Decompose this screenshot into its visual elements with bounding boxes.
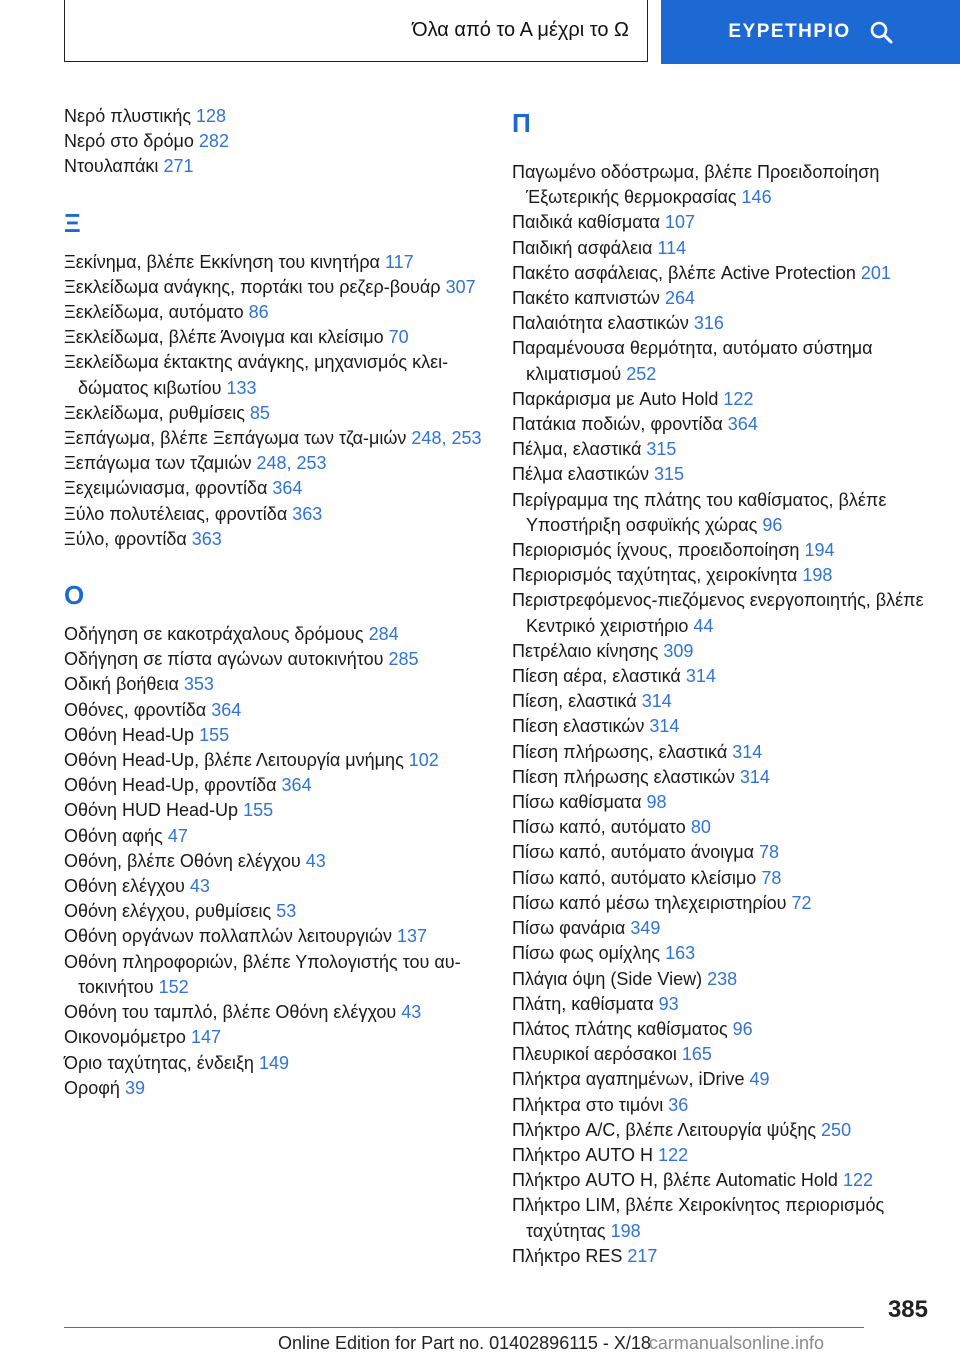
index-entry	[64, 824, 484, 849]
entry-text: Πλάτος πλάτης καθίσματος	[512, 1018, 728, 1039]
page-link[interactable]: 114	[657, 237, 687, 258]
page-link[interactable]: 363	[191, 528, 222, 549]
page-link[interactable]: 72	[791, 892, 812, 913]
index-entry	[512, 1093, 932, 1118]
entry-text: Οικονομόμετρο	[64, 1027, 186, 1048]
page-link[interactable]: 117	[384, 251, 414, 272]
index-entry	[64, 275, 484, 300]
page-number: 385	[887, 1296, 928, 1323]
page-link[interactable]: 43	[189, 876, 210, 897]
entry-text: Πίεση αέρα, ελαστικά	[512, 666, 681, 687]
page-link[interactable]: 122	[723, 388, 754, 409]
page-link[interactable]: 98	[646, 792, 667, 813]
entry-text: Πλήκτρα αγαπημένων, iDrive	[512, 1069, 745, 1090]
index-entry	[64, 300, 484, 325]
entry-text: Ξεκίνημα, βλέπε Εκκίνηση του κινητήρα	[64, 251, 380, 272]
page-link[interactable]: 155	[243, 800, 274, 821]
entry-text: Ξεχειμώνιασμα, φροντίδα	[64, 478, 268, 499]
section-letter: Ο	[64, 580, 85, 611]
entry-text: Παραμένουσα θερμότητα, αυτόματο σύστημα κλιματισμού	[512, 338, 873, 384]
page-link[interactable]: 314	[641, 691, 672, 712]
page-link[interactable]: 78	[761, 867, 782, 888]
entry-text: Πλήκτρο RES	[512, 1245, 623, 1266]
entry-text: Οθόνη Head-Up, φροντίδα	[64, 775, 277, 796]
entry-text: Πέλμα, ελαστικά	[512, 439, 642, 460]
entry-text: Πίεση πλήρωσης ελαστικών	[512, 766, 735, 787]
entry-text: Πίεση ελαστικών	[512, 716, 645, 737]
page-link[interactable]: 44	[693, 615, 714, 636]
entry-text: Νερό πλυστικής	[64, 106, 192, 126]
index-entry	[64, 527, 484, 552]
index-entry	[512, 538, 932, 563]
index-entry	[64, 698, 484, 723]
index-entry	[64, 1000, 484, 1025]
entry-text: Νερό στο δρόμο	[64, 131, 194, 152]
index-entry	[64, 426, 484, 451]
index-entry	[64, 154, 484, 179]
entry-text: Ξεπάγωμα των τζαμιών	[64, 453, 252, 474]
page-link[interactable]: 198	[610, 1220, 641, 1241]
page-link[interactable]: 93	[658, 993, 679, 1014]
index-entry	[64, 104, 484, 129]
page-link[interactable]: 282	[198, 131, 229, 152]
index-entry	[64, 250, 484, 275]
index-entry	[512, 336, 932, 386]
page-link[interactable]: 122	[842, 1170, 873, 1191]
index-entry	[512, 1067, 932, 1092]
entry-text: Ξύλο, φροντίδα	[64, 528, 187, 549]
entry-text: Ξύλο πολυτέλειας, φροντίδα	[64, 503, 288, 524]
footer-divider	[64, 1327, 864, 1328]
index-column-left	[64, 104, 484, 1101]
index-entry	[512, 815, 932, 840]
entry-text: Οθόνη ελέγχου, ρυθμίσεις	[64, 901, 272, 922]
edition-text: Online Edition for Part no. 01402896115 - X/18	[278, 1333, 651, 1353]
index-entry	[64, 849, 484, 874]
footer-edition	[278, 1333, 824, 1354]
page-link[interactable]: 53	[276, 901, 297, 922]
page-link[interactable]: 137	[396, 926, 427, 947]
index-entry	[512, 689, 932, 714]
index-entry	[64, 899, 484, 924]
page-link[interactable]: 78	[759, 842, 780, 863]
entry-text: Πίσω καπό, αυτόματο κλείσιμο	[512, 867, 757, 888]
index-entry	[64, 476, 484, 501]
entry-text: Ξεκλείδωμα ανάγκης, πορτάκι του ρεζερ-βουάρ	[64, 276, 441, 297]
entry-text: Περιορισμός ταχύτητας, χειροκίνητα	[512, 565, 798, 586]
index-entry	[64, 1051, 484, 1076]
page-link[interactable]: 238	[707, 968, 738, 989]
index-entry	[64, 874, 484, 899]
index-entry	[512, 1017, 932, 1042]
entry-text: Πακέτο καπνιστών	[512, 288, 660, 309]
page-link[interactable]: 86	[248, 302, 269, 323]
search-icon	[869, 20, 893, 44]
tab-index-label: ΕΥΡΕΤΗΡΙΟ	[728, 21, 851, 42]
index-entry	[512, 866, 932, 891]
index-entry	[64, 950, 484, 1000]
index-entry	[512, 588, 932, 638]
entry-text: Οδήγηση σε κακοτράχαλους δρόμους	[64, 624, 364, 645]
index-entry	[512, 1118, 932, 1143]
page-link[interactable]: 349	[630, 918, 661, 939]
page-link[interactable]: 364	[727, 414, 758, 435]
entry-text: Πλήκτρο AUTO H, βλέπε Automatic Hold	[512, 1170, 838, 1191]
entry-text: Οθόνη, βλέπε Οθόνη ελέγχου	[64, 850, 301, 871]
page-link[interactable]: 363	[292, 503, 323, 524]
section-letter: Ξ	[64, 207, 81, 238]
page-link[interactable]: 85	[249, 402, 270, 423]
index-entry	[512, 765, 932, 790]
page-link[interactable]: 70	[388, 327, 409, 348]
page-link[interactable]: 146	[741, 187, 772, 208]
index-entry	[512, 1143, 932, 1168]
entry-text: Οθόνη HUD Head-Up	[64, 800, 239, 821]
entry-text: Ντουλαπάκι	[64, 156, 159, 177]
entry-text: Πλευρικοί αερόσακοι	[512, 1044, 677, 1065]
entry-text: Ξεκλείδωμα, βλέπε Άνοιγμα και κλείσιμο	[64, 327, 384, 348]
entry-text: Οθόνη ελέγχου	[64, 876, 185, 897]
index-entry	[512, 664, 932, 689]
page-link[interactable]: 353	[183, 674, 214, 695]
index-entry	[512, 967, 932, 992]
page-link[interactable]: 36	[668, 1094, 689, 1115]
entry-text: Παλαιότητα ελαστικών	[512, 313, 689, 334]
page-link[interactable]: 309	[663, 640, 694, 661]
page-link[interactable]: 316	[693, 313, 724, 334]
entry-text: Πλήκτρο AUTO H	[512, 1144, 654, 1165]
index-entry	[64, 672, 484, 697]
page-link[interactable]: 364	[272, 478, 303, 499]
entry-text: Περιορισμός ίχνους, προειδοποίηση	[512, 540, 800, 561]
index-entry	[512, 740, 932, 765]
index-entry	[64, 723, 484, 748]
page-link[interactable]: 201	[860, 262, 891, 283]
entry-text: Ξεπάγωμα, βλέπε Ξεπάγωμα των τζα-μιών	[64, 428, 407, 449]
page-link[interactable]: 147	[190, 1027, 222, 1048]
page-link[interactable]: 364	[281, 775, 312, 796]
entry-text: Πλάγια όψη (Side View)	[512, 968, 703, 989]
index-entry	[64, 451, 484, 476]
entry-text: Ξεκλείδωμα έκτακτης ανάγκης, μηχανισμός κλει-δώματος κιβωτίου	[64, 352, 449, 398]
entry-text: Παιδική ασφάλεια	[512, 237, 653, 258]
index-entry	[64, 129, 484, 154]
entry-text: Παρκάρισμα με Auto Hold	[512, 388, 719, 409]
index-entry	[512, 563, 932, 588]
index-entry	[64, 502, 484, 527]
page-link[interactable]: 252	[626, 363, 657, 384]
page-link[interactable]: 314	[685, 666, 716, 687]
watermark-text: carmanualsonline.info	[648, 1333, 825, 1353]
entry-text: Οθόνη Head-Up, βλέπε Λειτουργία μνήμης	[64, 750, 404, 771]
entry-text: Πίσω φως ομίχλης	[512, 943, 661, 964]
page-link[interactable]: 102	[408, 750, 439, 771]
page-link[interactable]: 198	[802, 565, 833, 586]
entry-text: Πίσω καθίσματα	[512, 792, 642, 813]
page-link[interactable]: 315	[654, 464, 685, 485]
index-entry	[64, 773, 484, 798]
page-link[interactable]: 271	[163, 156, 194, 177]
page-link[interactable]: 152	[158, 976, 189, 997]
index-entry	[64, 924, 484, 949]
index-entry	[64, 401, 484, 426]
index-entry	[512, 437, 932, 462]
index-entry	[64, 748, 484, 773]
entry-text: Οδική βοήθεια	[64, 674, 179, 695]
index-entry	[64, 622, 484, 647]
page-link[interactable]: 248, 253	[256, 453, 327, 474]
page-link[interactable]: 80	[690, 817, 711, 838]
entry-text: Περιστρεφόμενος-πιεζόμενος ενεργοποιητής, βλέπε Κεντρικό χειριστήριο	[512, 590, 924, 636]
page-link[interactable]: 364	[211, 699, 242, 720]
entry-text: Όριο ταχύτητας, ένδειξη	[64, 1052, 254, 1073]
section-letter: Π	[512, 108, 531, 138]
entry-text: Οθόνη του ταμπλό, βλέπε Οθόνη ελέγχου	[64, 1002, 397, 1023]
entry-text: Πέλμα ελαστικών	[512, 464, 650, 485]
entry-text: Πίεση πλήρωσης, ελαστικά	[512, 741, 728, 762]
index-entry	[512, 916, 932, 941]
index-entry	[512, 790, 932, 815]
page-link[interactable]: 314	[739, 766, 770, 787]
index-entry	[64, 1076, 484, 1101]
entry-text: Πλάτη, καθίσματα	[512, 993, 654, 1014]
index-entry	[512, 891, 932, 916]
page-link[interactable]: 49	[749, 1069, 770, 1090]
page-link[interactable]: 96	[762, 514, 783, 535]
index-entry	[512, 462, 932, 487]
entry-text: Οροφή	[64, 1077, 120, 1098]
page-link[interactable]: 96	[732, 1018, 753, 1039]
entry-text: Οθόνη αφής	[64, 825, 163, 846]
top-navigation	[0, 0, 960, 66]
page-link[interactable]: 122	[658, 1144, 689, 1165]
entry-text: Οδήγηση σε πίστα αγώνων αυτοκινήτου	[64, 649, 384, 670]
page-link[interactable]: 194	[804, 540, 835, 561]
entry-text: Πλήκτρο LIM, βλέπε Χειροκίνητος περιορισμός ταχύτητας	[512, 1195, 885, 1241]
page-link[interactable]: 248, 253	[411, 428, 482, 449]
entry-text: Πίσω καπό, αυτόματο άνοιγμα	[512, 842, 754, 863]
page-link[interactable]: 39	[124, 1077, 145, 1098]
page-link[interactable]: 43	[305, 850, 326, 871]
index-entry	[512, 840, 932, 865]
page-link[interactable]: 43	[401, 1002, 422, 1023]
index-entry	[512, 1168, 932, 1193]
entry-text: Πλήκτρα στο τιμόνι	[512, 1094, 664, 1115]
page-link[interactable]: 314	[649, 716, 680, 737]
entry-text: Οθόνη Head-Up	[64, 724, 195, 745]
entry-text: Ξεκλείδωμα, αυτόματο	[64, 302, 244, 323]
page-link[interactable]: 149	[258, 1052, 290, 1073]
entry-text: Ξεκλείδωμα, ρυθμίσεις	[64, 402, 245, 423]
page-link[interactable]: 264	[664, 288, 695, 309]
index-entry	[64, 647, 484, 672]
entry-text: Οθόνη πληροφοριών, βλέπε Υπολογιστής του αυ-τοκινήτου	[64, 951, 461, 997]
entry-text: Οθόνες, φροντίδα	[64, 699, 207, 720]
entry-text: Πλήκτρο A/C, βλέπε Λειτουργία ψύξης	[512, 1119, 817, 1140]
index-entry	[64, 350, 484, 400]
index-column-right	[512, 104, 932, 1269]
entry-text: Παγωμένο οδόστρωμα, βλέπε Προειδοποίηση Έξωτερικής θερμοκρασίας	[512, 162, 880, 208]
entry-text: Περίγραμμα της πλάτης του καθίσματος, βλέπε Υποστήριξη οσφυϊκής χώρας	[512, 489, 887, 535]
index-entry	[512, 488, 932, 538]
index-entry	[512, 941, 932, 966]
page-link[interactable]: 165	[681, 1044, 712, 1065]
index-entry	[512, 160, 932, 210]
index-entry	[64, 798, 484, 823]
entry-text: Πακέτο ασφάλειας, βλέπε Active Protection	[512, 262, 856, 283]
page-link[interactable]: 314	[732, 741, 763, 762]
index-entry	[512, 714, 932, 739]
entry-text: Πίσω φανάρια	[512, 918, 626, 939]
index-entry	[512, 261, 932, 286]
index-entry	[512, 1042, 932, 1067]
entry-text: Πίσω καπό, αυτόματο	[512, 817, 686, 838]
index-entry	[64, 325, 484, 350]
page-link[interactable]: 315	[646, 439, 677, 460]
tab-index[interactable]	[661, 0, 960, 64]
index-entry	[512, 412, 932, 437]
index-entry	[512, 387, 932, 412]
page-link[interactable]: 217	[627, 1245, 658, 1266]
entry-text: Παιδικά καθίσματα	[512, 212, 660, 233]
tab-a-to-z[interactable]	[64, 0, 648, 62]
entry-text: Πίσω καπό μέσω τηλεχειριστηρίου	[512, 892, 787, 913]
page-link[interactable]: 285	[388, 649, 419, 670]
index-entry	[512, 1193, 932, 1243]
index-entry	[512, 311, 932, 336]
page-link[interactable]: 133	[226, 377, 257, 398]
index-entry	[512, 639, 932, 664]
page-link[interactable]: 163	[665, 943, 696, 964]
entry-text: Οθόνη οργάνων πολλαπλών λειτουργιών	[64, 926, 392, 947]
tab-a-to-z-label: Όλα από το Α μέχρι το Ω	[412, 19, 629, 41]
entry-text: Πατάκια ποδιών, φροντίδα	[512, 414, 723, 435]
page-link[interactable]: 128	[196, 106, 227, 126]
page-link[interactable]: 250	[821, 1119, 852, 1140]
index-entry	[512, 286, 932, 311]
index-entry	[64, 1025, 484, 1050]
entry-text: Πίεση, ελαστικά	[512, 691, 637, 712]
index-entry	[512, 992, 932, 1017]
page-link[interactable]: 47	[167, 825, 188, 846]
page-link[interactable]: 107	[664, 212, 696, 233]
page-link[interactable]: 284	[368, 624, 399, 645]
index-entry	[512, 236, 932, 261]
page-link[interactable]: 307	[445, 276, 476, 297]
index-entry	[512, 210, 932, 235]
index-entry	[512, 1244, 932, 1269]
page-link[interactable]: 155	[199, 724, 230, 745]
entry-text: Πετρέλαιο κίνησης	[512, 640, 659, 661]
